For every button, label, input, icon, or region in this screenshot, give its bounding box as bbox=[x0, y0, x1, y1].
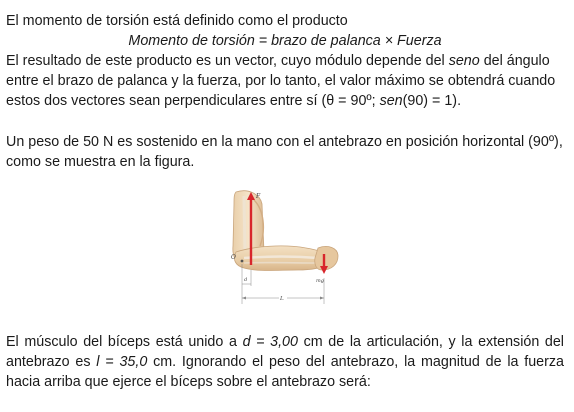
question-line-3: hacia arriba que ejerce el bíceps sobre el antebrazo será: bbox=[6, 374, 371, 390]
forearm-figure bbox=[214, 186, 360, 314]
question-d-value: = 3,00 bbox=[250, 334, 298, 350]
intro-line-5-a: estos dos vectores sean perpendiculares entre sí (θ = 90º; bbox=[6, 93, 380, 109]
paragraph-gap bbox=[6, 111, 564, 132]
question-l-value: = 35,0 bbox=[99, 354, 148, 370]
intro-line-5 bbox=[6, 91, 564, 111]
intro-seno: seno bbox=[448, 53, 480, 69]
pivot-point bbox=[241, 260, 244, 263]
label-mg: mg bbox=[316, 278, 324, 284]
question-line-1 bbox=[6, 332, 564, 352]
problem-line-1: Un peso de 50 N es sostenido en la mano con el antebrazo en posición horizontal (90º), bbox=[6, 134, 563, 150]
bone-humerus bbox=[244, 196, 245, 254]
label-f: F bbox=[256, 193, 261, 200]
forearm-diagram bbox=[214, 186, 360, 314]
question-line-1-a: El músculo del bíceps está unido a bbox=[6, 334, 243, 350]
question-line-2 bbox=[6, 352, 564, 372]
question-line-2-c: cm. Ignorando el peso del antebrazo, la magnitud de la fuerza bbox=[147, 354, 564, 370]
label-o: O bbox=[231, 254, 236, 261]
question-section bbox=[6, 332, 564, 392]
question-var-l: l bbox=[96, 354, 100, 370]
intro-line-3 bbox=[6, 51, 564, 71]
intro-line-3-a: El resultado de este producto es un vector, cuyo módulo depende del bbox=[6, 53, 449, 69]
intro-line-1: El momento de torsión está definido como el producto bbox=[6, 13, 348, 29]
label-l: L bbox=[280, 296, 284, 302]
intro-line-4: entre el brazo de palanca y la fuerza, por lo tanto, el valor máximo se obtendrá cuando bbox=[6, 73, 556, 89]
torque-formula-text: Momento de torsión = brazo de palanca × Fuerza bbox=[128, 33, 442, 49]
intro-line-5-b: (90) = 1). bbox=[402, 93, 462, 109]
question-line-2-a: antebrazo es bbox=[6, 354, 97, 370]
intro-line-3-b: del ángulo bbox=[479, 53, 550, 69]
torque-formula bbox=[6, 31, 564, 51]
dim-l-arrow-right bbox=[320, 297, 324, 300]
dim-l-arrow-left bbox=[242, 297, 246, 300]
label-d: d bbox=[244, 277, 248, 283]
question-var-d: d bbox=[242, 334, 251, 350]
intro-section bbox=[6, 11, 564, 172]
question-line-1-c: cm de la articulación, y la extensión del bbox=[297, 334, 564, 350]
problem-line-2: como se muestra en la figura. bbox=[6, 154, 195, 170]
intro-sen: sen bbox=[379, 93, 403, 109]
